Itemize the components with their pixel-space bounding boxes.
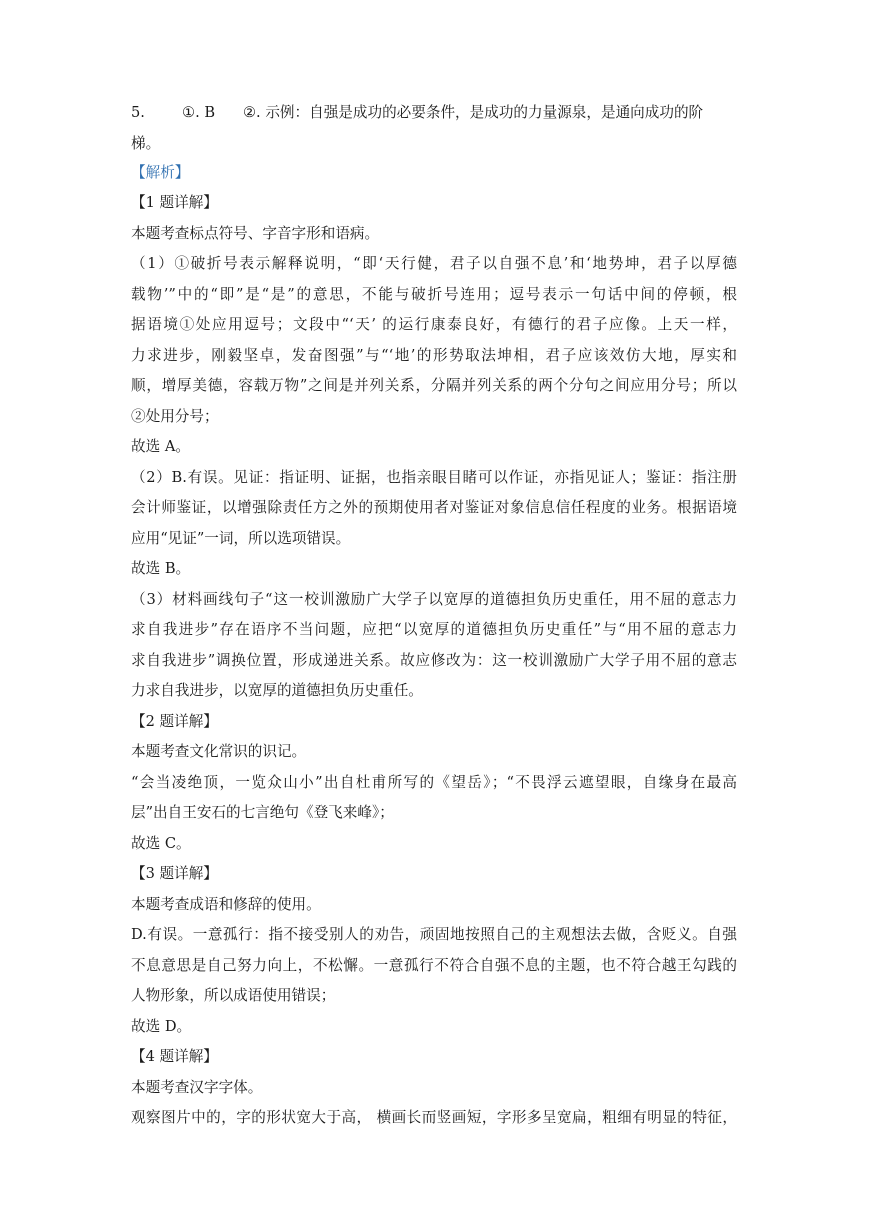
paragraph-line: 会计师鉴证，以增强除责任方之外的预期使用者对鉴证对象信息信任程度的业务。根据语境 bbox=[131, 499, 737, 516]
paragraph-line: 据语境①处应用逗号；文段中“‘天’ 的运行康泰良好，有德行的君子应像。上天一样， bbox=[131, 316, 737, 333]
paragraph-line: 力求进步，刚毅坚卓，发奋图强”与“‘地’的形势取法坤相，君子应该效仿大地，厚实和 bbox=[131, 347, 737, 364]
paragraph-line: 本题考查标点符号、字音字形和语病。 bbox=[131, 225, 380, 242]
answer-choice: 故选 B。 bbox=[131, 560, 191, 577]
paragraph-line: （1）①破折号表示解释说明，“即‘天行健，君子以自强不息’和‘地势坤，君子以厚德 bbox=[131, 255, 737, 272]
paragraph-line: 本题考查成语和修辞的使用。 bbox=[131, 896, 321, 913]
section-heading-3: 【3 题详解】 bbox=[131, 865, 218, 882]
analysis-heading: 【解析】 bbox=[131, 164, 190, 181]
paragraph-line: “会当凌绝顶，一览众山小”出自杜甫所写的《望岳》；“不畏浮云遮望眼，自缘身在最高 bbox=[131, 774, 737, 791]
section-heading-1: 【1 题详解】 bbox=[131, 194, 218, 211]
answer-choice: 故选 D。 bbox=[131, 1018, 192, 1035]
paragraph-line: 观察图片中的，字的形状宽大于高， 横画长而竖画短，字形多呈宽扁，粗细有明显的特征， bbox=[131, 1109, 737, 1126]
paragraph-line: 层”出自王安石的七言绝句《登飞来峰》； bbox=[131, 804, 394, 821]
paragraph-line: 应用“见证”一词，所以选项错误。 bbox=[131, 530, 351, 547]
paragraph-line: 力求自我进步，以宽厚的道德担负历史重任。 bbox=[131, 682, 423, 699]
section-heading-2: 【2 题详解】 bbox=[131, 713, 218, 730]
paragraph-line: 载物’”中的“即”是“是”的意思，不能与破折号连用；逗号表示一句话中间的停顿，根 bbox=[131, 286, 737, 303]
answer-choice: 故选 C。 bbox=[131, 835, 191, 852]
paragraph-line: 人物形象，所以成语使用错误； bbox=[131, 987, 336, 1004]
paragraph-line: 求自我进步”存在语序不当问题，应把“以宽厚的道德担负历史重任”与“用不屈的意志力 bbox=[131, 621, 737, 638]
paragraph-line: （3）材料画线句子“这一校训激励广大学子以宽厚的道德担负历史重任，用不屈的意志力 bbox=[131, 591, 737, 608]
answer-line: 5. ①. B ②. 示例：自强是成功的必要条件，是成功的力量源泉，是通向成功的阶 bbox=[131, 104, 704, 121]
paragraph-line: （2）B.有误。见证：指证明、证据，也指亲眼目睹可以作证，亦指见证人；鉴证：指注册 bbox=[131, 469, 737, 486]
answer-line-continued: 梯。 bbox=[131, 135, 161, 152]
paragraph-line: 本题考查文化常识的识记。 bbox=[131, 743, 307, 760]
paragraph-line: ②处用分号； bbox=[131, 408, 219, 425]
paragraph-line: 本题考查汉字字体。 bbox=[131, 1079, 263, 1096]
answer-choice: 故选 A。 bbox=[131, 438, 190, 455]
paragraph-line: 求自我进步”调换位置，形成递进关系。故应修改为：这一校训激励广大学子用不屈的意志 bbox=[131, 652, 737, 669]
paragraph-line: 不息意思是自己努力向上，不松懈。一意孤行不符合自强不息的主题，也不符合越王勾践的 bbox=[131, 957, 737, 974]
section-heading-4: 【4 题详解】 bbox=[131, 1048, 218, 1065]
paragraph-line: D.有误。一意孤行：指不接受别人的劝告，顽固地按照自己的主观想法去做，含贬义。自强 bbox=[131, 926, 737, 943]
paragraph-line: 顺，增厚美德，容载万物”之间是并列关系，分隔并列关系的两个分句之间应用分号；所以 bbox=[131, 377, 737, 394]
